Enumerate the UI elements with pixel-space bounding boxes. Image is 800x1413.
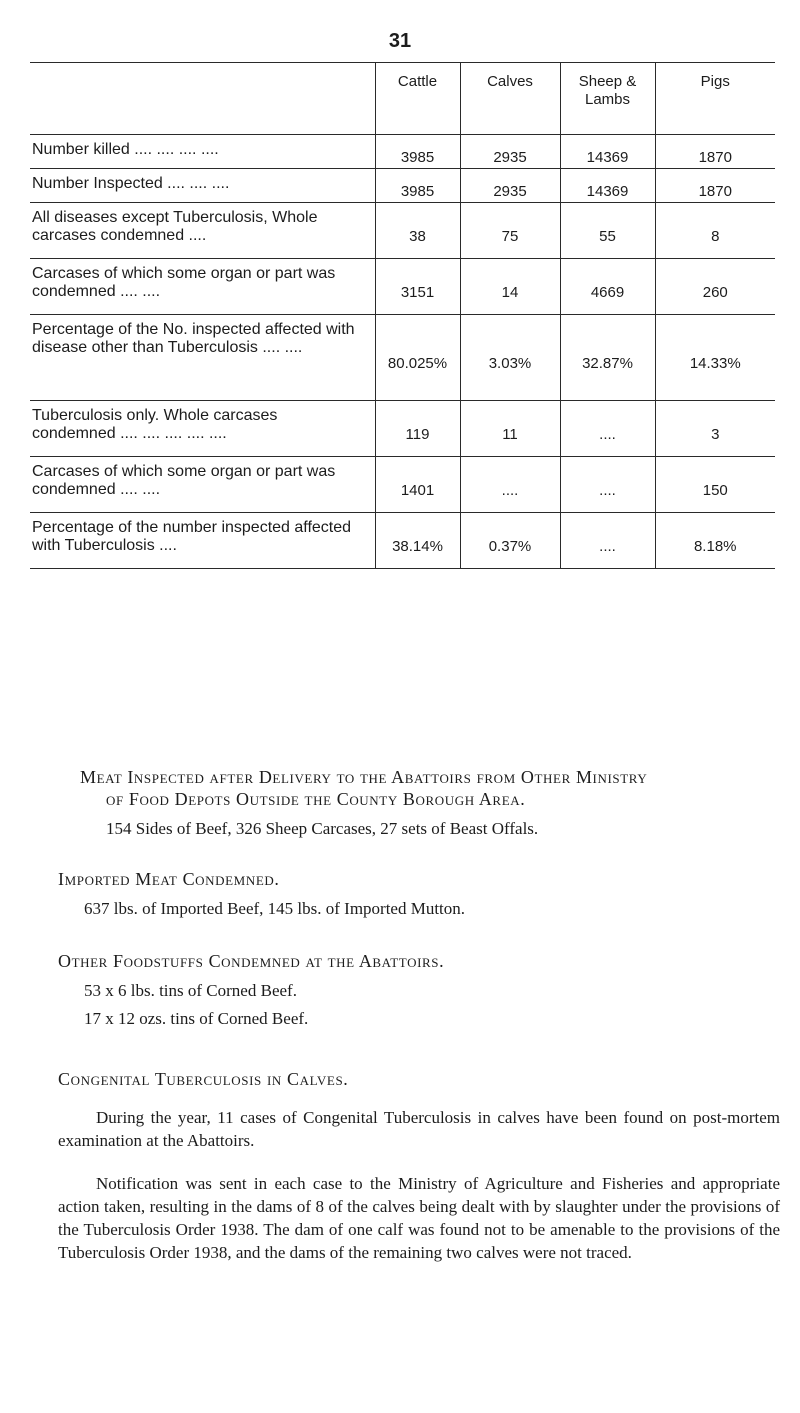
cell-calves: 0.37% <box>460 513 560 569</box>
meat-inspected-heading-line2: of Food Depots Outside the County Borough Area. <box>106 789 526 809</box>
cell-pigs: 150 <box>702 482 728 499</box>
table-row <box>30 457 775 513</box>
cell-pigs: 8.18% <box>693 538 737 555</box>
cell-calves: .... <box>460 457 560 513</box>
table-row <box>30 135 775 169</box>
cell-cattle: 3985 <box>375 169 460 203</box>
cell-sheep: .... <box>560 401 655 457</box>
header-blank <box>30 63 375 135</box>
page-number: 31 <box>388 30 412 52</box>
table-row <box>30 259 775 315</box>
cell-cattle: 119 <box>375 401 460 457</box>
cell-pigs: 8 <box>711 228 720 245</box>
row-label: Number Inspected .... .... .... <box>30 169 375 203</box>
table-row <box>30 315 775 401</box>
table-row <box>30 513 775 569</box>
cell-cattle: 38.14% <box>375 513 460 569</box>
cell-sheep: 14369 <box>560 135 655 169</box>
cell-pigs: 1870 <box>698 149 732 166</box>
imported-meat-heading: Imported Meat Condemned. <box>58 869 280 889</box>
imported-meat-detail: 637 lbs. of Imported Beef, 145 lbs. of Imported Mutton. <box>84 899 466 918</box>
cell-pigs: 1870 <box>698 183 732 200</box>
cell-calves: 2935 <box>460 169 560 203</box>
cell-sheep: .... <box>560 457 655 513</box>
cell-cattle: 3985 <box>375 135 460 169</box>
other-foodstuffs-heading: Other Foodstuffs Condemned at the Abattoirs. <box>58 951 445 971</box>
row-label: Carcases of which some organ or part was condemned .... .... <box>30 259 375 315</box>
header-pigs: Pigs <box>700 73 730 90</box>
cell-sheep: 32.87% <box>560 315 655 401</box>
cell-sheep: 4669 <box>560 259 655 315</box>
meat-inspected-heading-line1: Meat Inspected after Delivery to the Abattoirs from Other Ministry <box>80 767 648 787</box>
header-sheep-lambs: Sheep & Lambs <box>560 63 655 135</box>
congenital-paragraph-2: Notification was sent in each case to the Ministry of Agriculture and Fisheries and appropriate action taken, resulting in the dams of 8 of the calves being dealt with by slaughter under the provisions of the Tuberculosis Order 1938. The dam of one calf was found not to be amenable to the provisions of the Tuberculosis Order 1938, and the dams of the remaining two calves were not traced. <box>58 1174 780 1262</box>
header-calves: Calves <box>460 63 560 135</box>
congenital-paragraph-1: During the year, 11 cases of Congenital Tuberculosis in calves have been found on post-mortem examination at the Abattoirs. <box>58 1108 780 1150</box>
table-row <box>30 203 775 259</box>
cell-sheep: 55 <box>560 203 655 259</box>
row-label: Percentage of the No. inspected affected with disease other than Tuberculosis .... .... <box>30 315 375 401</box>
row-label: Carcases of which some organ or part was condemned .... .... <box>30 457 375 513</box>
cell-pigs: 14.33% <box>689 355 741 372</box>
cell-sheep: 14369 <box>560 169 655 203</box>
cell-calves: 11 <box>460 401 560 457</box>
cell-pigs: 3 <box>711 426 720 443</box>
cell-pigs: 260 <box>702 284 728 301</box>
table-row <box>30 169 775 203</box>
cell-calves: 14 <box>460 259 560 315</box>
cell-calves: 2935 <box>460 135 560 169</box>
header-cattle: Cattle <box>375 63 460 135</box>
table-row <box>30 401 775 457</box>
inspection-table <box>30 62 775 569</box>
cell-calves: 75 <box>460 203 560 259</box>
cell-cattle: 38 <box>375 203 460 259</box>
meat-inspected-detail: 154 Sides of Beef, 326 Sheep Carcases, 27 sets of Beast Offals. <box>106 819 539 838</box>
imported-meat-section <box>58 868 758 920</box>
row-label: All diseases except Tuberculosis, Whole carcases condemned .... <box>30 203 375 259</box>
row-label: Percentage of the number inspected affected with Tuberculosis .... <box>30 513 375 569</box>
other-foodstuffs-line1: 53 x 6 lbs. tins of Corned Beef. <box>84 981 297 1000</box>
congenital-section <box>58 1068 758 1090</box>
inspection-table-container <box>30 62 775 569</box>
cell-cattle: 80.025% <box>375 315 460 401</box>
other-foodstuffs-line2: 17 x 12 ozs. tins of Corned Beef. <box>84 1009 309 1028</box>
meat-inspected-section <box>80 766 780 840</box>
row-label: Tuberculosis only. Whole carcases condemned .... .... .... .... .... <box>30 401 375 457</box>
cell-sheep: .... <box>560 513 655 569</box>
cell-cattle: 3151 <box>375 259 460 315</box>
other-foodstuffs-section <box>58 950 758 1030</box>
congenital-heading: Congenital Tuberculosis in Calves. <box>58 1069 349 1089</box>
row-label: Number killed .... .... .... .... <box>30 135 375 169</box>
cell-calves: 3.03% <box>460 315 560 401</box>
table-header-row <box>30 63 775 135</box>
cell-cattle: 1401 <box>375 457 460 513</box>
